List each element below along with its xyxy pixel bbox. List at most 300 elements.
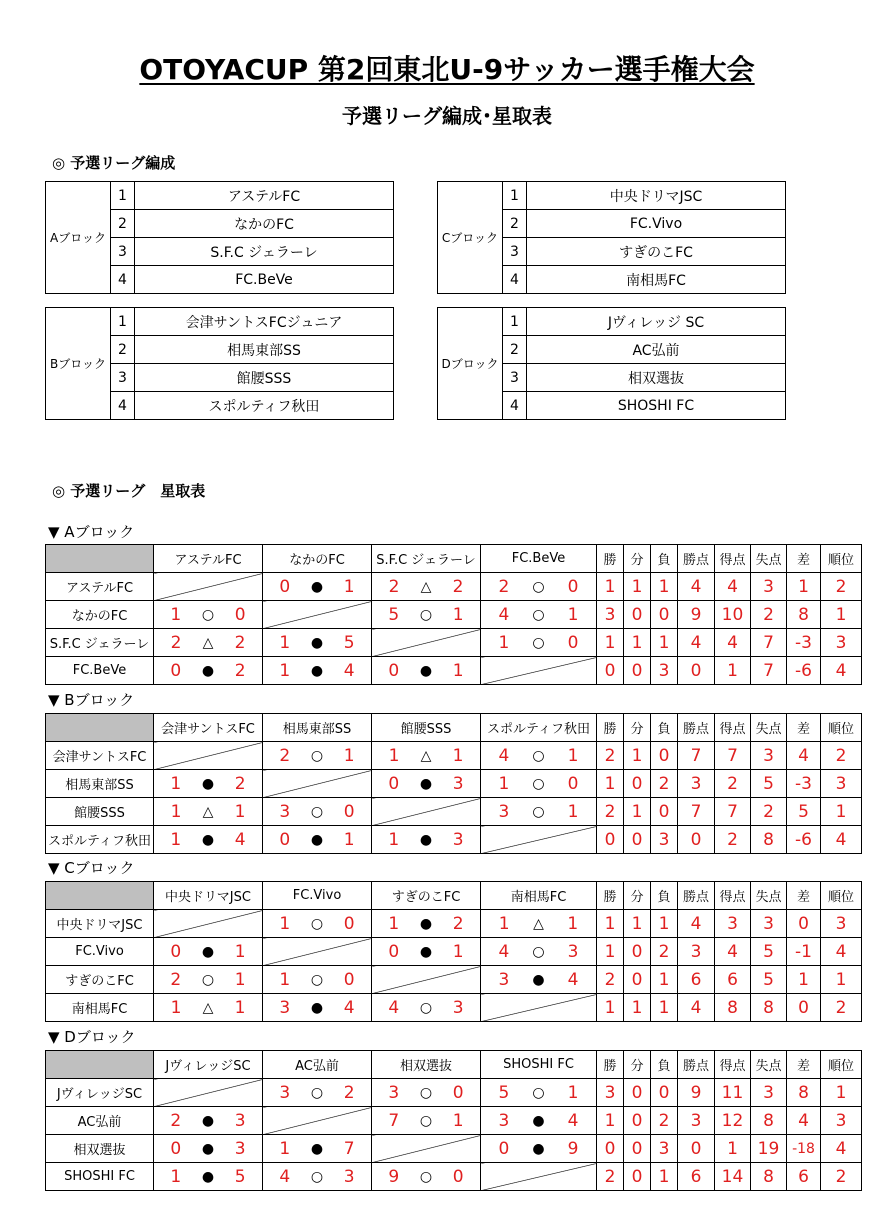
self-match-cell [372,1135,481,1163]
score-for: 2 [170,632,182,653]
column-team-header: 館腰SSS [372,714,481,742]
stat-value: 4 [715,573,751,601]
stat-value: 0 [624,601,651,629]
self-match-cell [372,966,481,994]
table-row [46,182,394,210]
score-against: 4 [567,969,579,990]
stat-header: 勝点 [678,882,715,910]
team-number: 2 [111,336,135,364]
stat-header: 勝点 [678,1051,715,1079]
stat-header: 勝点 [678,545,715,573]
stat-value: 4 [678,910,715,938]
stat-value: 4 [787,742,821,770]
match-result [372,938,481,966]
stat-value: 1 [624,798,651,826]
stat-value: 7 [715,742,751,770]
stat-value: 4 [821,1135,862,1163]
team-name: 館腰SSS [135,364,394,392]
standings-table [45,544,862,685]
stat-header: 得点 [715,714,751,742]
result-mark: ○ [310,1168,324,1185]
score-against: 4 [234,829,246,850]
score-against: 7 [343,1138,355,1159]
block-name: Bブロック [46,308,111,420]
score-for: 1 [170,773,182,794]
score-against: 4 [343,997,355,1018]
stat-value: 0 [651,601,678,629]
stat-value: 6 [678,1163,715,1191]
result-mark: △ [420,747,432,764]
result-mark: ● [310,634,324,651]
score-for: 1 [279,1138,291,1159]
self-match-cell [481,826,597,854]
team-name: すぎのこFC [527,238,786,266]
score-for: 7 [388,1110,400,1131]
stat-value: 1 [821,966,862,994]
stat-header: 分 [624,1051,651,1079]
stat-header: 順位 [821,882,862,910]
stat-value: 2 [597,966,624,994]
stat-value: 3 [678,770,715,798]
stat-value: 9 [678,601,715,629]
column-team-header: AC弘前 [263,1051,372,1079]
row-team-name: JヴィレッジSC [46,1079,154,1107]
stat-value: 8 [751,1163,787,1191]
stat-header: 勝 [597,882,624,910]
stat-header: 失点 [751,714,787,742]
match-result [372,910,481,938]
score-against: 0 [343,969,355,990]
stat-value: 1 [651,1163,678,1191]
score-against: 5 [234,1166,246,1187]
score-for: 0 [388,773,400,794]
column-team-header: FC.Vivo [263,882,372,910]
stat-value: 8 [715,994,751,1022]
table-row [46,1107,862,1135]
score-against: 1 [234,941,246,962]
match-result [154,966,263,994]
team-name: AC弘前 [527,336,786,364]
score-against: 0 [452,1166,464,1187]
result-mark: ● [419,662,433,679]
stat-value: 3 [751,1079,787,1107]
stat-header: 負 [651,545,678,573]
table-row [46,994,862,1022]
score-for: 4 [388,997,400,1018]
stat-header: 差 [787,545,821,573]
result-mark: ● [419,915,433,932]
match-result [263,573,372,601]
team-name: アステルFC [135,182,394,210]
team-name: 相双選抜 [527,364,786,392]
corner-cell [46,714,154,742]
stat-value: 1 [715,657,751,685]
corner-cell [46,1051,154,1079]
stat-value: 0 [597,657,624,685]
match-result [372,1163,481,1191]
stat-value: 0 [624,657,651,685]
score-for: 0 [170,660,182,681]
stat-value: 0 [624,826,651,854]
score-for: 0 [279,829,291,850]
result-mark: ○ [310,1084,324,1101]
stat-value: 4 [787,1107,821,1135]
result-mark: ● [310,1140,324,1157]
stat-value: 3 [597,1079,624,1107]
column-team-header: 会津サントスFC [154,714,263,742]
stat-value: 5 [751,938,787,966]
team-name: 会津サントスFCジュニア [135,308,394,336]
row-team-name: すぎのこFC [46,966,154,994]
stat-value: 2 [651,1107,678,1135]
score-against: 1 [452,941,464,962]
self-match-cell [481,994,597,1022]
stat-value: 3 [678,1107,715,1135]
team-number: 2 [503,336,527,364]
row-team-name: SHOSHI FC [46,1163,154,1191]
match-result [372,826,481,854]
score-for: 5 [388,604,400,625]
stat-value: 1 [624,742,651,770]
result-mark: ● [532,971,545,988]
stat-header: 勝 [597,545,624,573]
match-result [481,1135,597,1163]
score-for: 2 [498,576,510,597]
table-row [46,966,862,994]
result-mark: ○ [310,803,324,820]
self-match-cell [263,938,372,966]
score-against: 1 [567,604,579,625]
match-result [481,770,597,798]
row-team-name: アステルFC [46,573,154,601]
result-mark: ● [201,831,215,848]
self-match-cell [372,629,481,657]
stat-value: 0 [624,770,651,798]
team-name: 相馬東部SS [135,336,394,364]
result-mark: ○ [419,1168,433,1185]
result-mark: ● [201,1140,215,1157]
score-for: 0 [498,1138,510,1159]
score-for: 1 [279,660,291,681]
composition-table [45,181,394,294]
result-mark: ○ [419,999,433,1016]
score-against: 1 [343,576,355,597]
result-mark: ○ [201,971,215,988]
score-for: 4 [279,1166,291,1187]
stat-value: 8 [751,1107,787,1135]
score-against: 0 [567,576,579,597]
stat-value: 2 [651,938,678,966]
stat-value: -18 [787,1135,821,1163]
table-row [46,826,862,854]
result-mark: ● [201,775,215,792]
stat-value: 1 [651,994,678,1022]
result-mark: ○ [419,606,433,623]
stat-value: 0 [624,938,651,966]
match-result [372,573,481,601]
stat-header: 分 [624,882,651,910]
score-against: 2 [452,576,464,597]
stat-value: 2 [821,994,862,1022]
stat-value: 0 [624,1163,651,1191]
team-number: 1 [503,182,527,210]
stat-value: 4 [678,629,715,657]
result-mark: ○ [532,747,545,764]
stat-value: 12 [715,1107,751,1135]
team-number: 4 [503,266,527,294]
stat-value: 2 [751,601,787,629]
header-row [46,545,862,573]
team-number: 2 [111,210,135,238]
self-match-cell [481,1163,597,1191]
table-row [46,742,862,770]
result-mark: △ [202,634,214,651]
stat-value: 3 [651,657,678,685]
team-name: 南相馬FC [527,266,786,294]
score-for: 1 [279,969,291,990]
score-against: 3 [567,941,579,962]
stat-value: 14 [715,1163,751,1191]
row-team-name: FC.Vivo [46,938,154,966]
table-row [438,182,786,210]
table-row [438,308,786,336]
stat-header: 差 [787,714,821,742]
stat-value: -3 [787,629,821,657]
score-for: 1 [388,829,400,850]
match-result [263,742,372,770]
result-mark: ● [310,999,324,1016]
result-mark: ○ [310,747,324,764]
result-mark: ● [419,775,433,792]
row-team-name: FC.BeVe [46,657,154,685]
stat-value: 2 [715,826,751,854]
stat-header: 失点 [751,1051,787,1079]
stat-value: 0 [651,1079,678,1107]
stat-value: 8 [751,994,787,1022]
match-result [263,910,372,938]
stat-value: 3 [751,742,787,770]
stat-value: 2 [597,1163,624,1191]
result-mark: △ [420,578,432,595]
match-result [481,601,597,629]
stat-value: 7 [751,629,787,657]
table-row [46,573,862,601]
score-against: 2 [234,773,246,794]
stat-value: 2 [597,798,624,826]
stat-value: 1 [597,910,624,938]
result-mark: ● [201,1112,215,1129]
score-for: 5 [498,1082,510,1103]
column-team-header: アステルFC [154,545,263,573]
match-result [372,601,481,629]
stat-value: 2 [751,798,787,826]
score-for: 1 [279,913,291,934]
row-team-name: なかのFC [46,601,154,629]
match-result [263,826,372,854]
stat-value: 0 [787,994,821,1022]
stat-header: 差 [787,1051,821,1079]
stat-value: 4 [821,657,862,685]
match-result [372,770,481,798]
stat-value: 8 [787,1079,821,1107]
team-name: FC.BeVe [135,266,394,294]
self-match-cell [154,910,263,938]
stat-value: 1 [624,629,651,657]
stat-value: 6 [678,966,715,994]
stat-value: 2 [715,770,751,798]
stat-value: 4 [821,826,862,854]
match-result [154,601,263,629]
stat-value: 3 [821,910,862,938]
score-for: 0 [279,576,291,597]
stat-value: 1 [624,573,651,601]
score-against: 1 [234,997,246,1018]
score-against: 4 [567,1110,579,1131]
stat-value: 4 [715,629,751,657]
score-for: 4 [498,604,510,625]
score-for: 3 [279,801,291,822]
stat-value: 0 [678,1135,715,1163]
score-for: 3 [279,997,291,1018]
standings-table [45,713,862,854]
stat-value: 0 [651,798,678,826]
result-mark: ○ [532,606,545,623]
stat-header: 勝 [597,1051,624,1079]
result-mark: ○ [419,1112,433,1129]
result-mark: ○ [532,634,545,651]
team-number: 3 [503,364,527,392]
score-for: 1 [388,913,400,934]
match-result [263,657,372,685]
composition-table [437,307,786,420]
match-result [154,798,263,826]
score-against: 1 [452,745,464,766]
stat-value: 1 [715,1135,751,1163]
stat-value: 1 [787,966,821,994]
score-against: 2 [452,913,464,934]
result-mark: ● [310,831,324,848]
table-row [46,1079,862,1107]
table-row [46,629,862,657]
stat-value: 3 [678,938,715,966]
stat-value: 8 [751,826,787,854]
stat-value: 4 [821,938,862,966]
result-mark: ○ [532,775,545,792]
score-for: 1 [279,632,291,653]
team-number: 1 [111,308,135,336]
result-mark: ● [419,831,433,848]
table-row [46,910,862,938]
stat-value: 3 [597,601,624,629]
score-for: 0 [170,941,182,962]
table-row [46,1135,862,1163]
match-result [481,798,597,826]
stat-header: 勝 [597,714,624,742]
match-result [481,938,597,966]
team-name: Jヴィレッジ SC [527,308,786,336]
row-team-name: S.F.C ジェラーレ [46,629,154,657]
column-team-header: すぎのこFC [372,882,481,910]
stat-value: 3 [751,910,787,938]
match-result [263,1079,372,1107]
score-against: 0 [567,773,579,794]
result-mark: ○ [310,971,324,988]
stat-value: 3 [651,1135,678,1163]
self-match-cell [263,1107,372,1135]
stat-value: 7 [678,798,715,826]
stat-value: 1 [597,994,624,1022]
stat-header: 負 [651,882,678,910]
score-for: 4 [498,745,510,766]
row-team-name: 相双選抜 [46,1135,154,1163]
column-team-header: スポルティフ秋田 [481,714,597,742]
team-name: 中央ドリマJSC [527,182,786,210]
stat-header: 失点 [751,882,787,910]
match-result [263,994,372,1022]
match-result [263,966,372,994]
stat-header: 分 [624,714,651,742]
team-number: 4 [503,392,527,420]
stat-value: 19 [751,1135,787,1163]
block-label: ▼ Aブロック [48,523,135,541]
stat-value: 2 [821,742,862,770]
score-for: 1 [170,997,182,1018]
stat-value: 3 [821,1107,862,1135]
result-mark: ● [310,578,324,595]
stat-value: -6 [787,657,821,685]
stat-value: 3 [715,910,751,938]
stat-header: 失点 [751,545,787,573]
stat-value: 0 [624,1135,651,1163]
match-result [481,966,597,994]
stat-value: 1 [597,938,624,966]
team-number: 1 [111,182,135,210]
score-against: 1 [234,801,246,822]
self-match-cell [481,657,597,685]
stat-header: 得点 [715,882,751,910]
stat-value: 1 [651,910,678,938]
stat-value: -3 [787,770,821,798]
result-mark: ○ [310,915,324,932]
score-against: 3 [452,997,464,1018]
stat-value: 3 [651,826,678,854]
stat-header: 順位 [821,1051,862,1079]
stat-header: 順位 [821,714,862,742]
stat-value: 3 [751,573,787,601]
stat-value: 1 [787,573,821,601]
stat-value: 11 [715,1079,751,1107]
stat-value: 2 [651,770,678,798]
score-for: 3 [498,1110,510,1131]
score-for: 0 [388,941,400,962]
score-against: 4 [343,660,355,681]
result-mark: △ [202,803,214,820]
page-subtitle: 予選リーグ編成･星取表 [342,104,552,128]
score-against: 3 [452,773,464,794]
block-label: ▼ Cブロック [48,859,135,877]
block-name: Cブロック [438,182,503,294]
score-against: 5 [343,632,355,653]
row-team-name: 南相馬FC [46,994,154,1022]
stat-value: 0 [597,826,624,854]
score-for: 1 [170,829,182,850]
score-against: 3 [452,829,464,850]
score-for: 1 [498,913,510,934]
stat-value: 2 [597,742,624,770]
stat-value: 2 [821,573,862,601]
corner-cell [46,545,154,573]
team-number: 3 [111,364,135,392]
